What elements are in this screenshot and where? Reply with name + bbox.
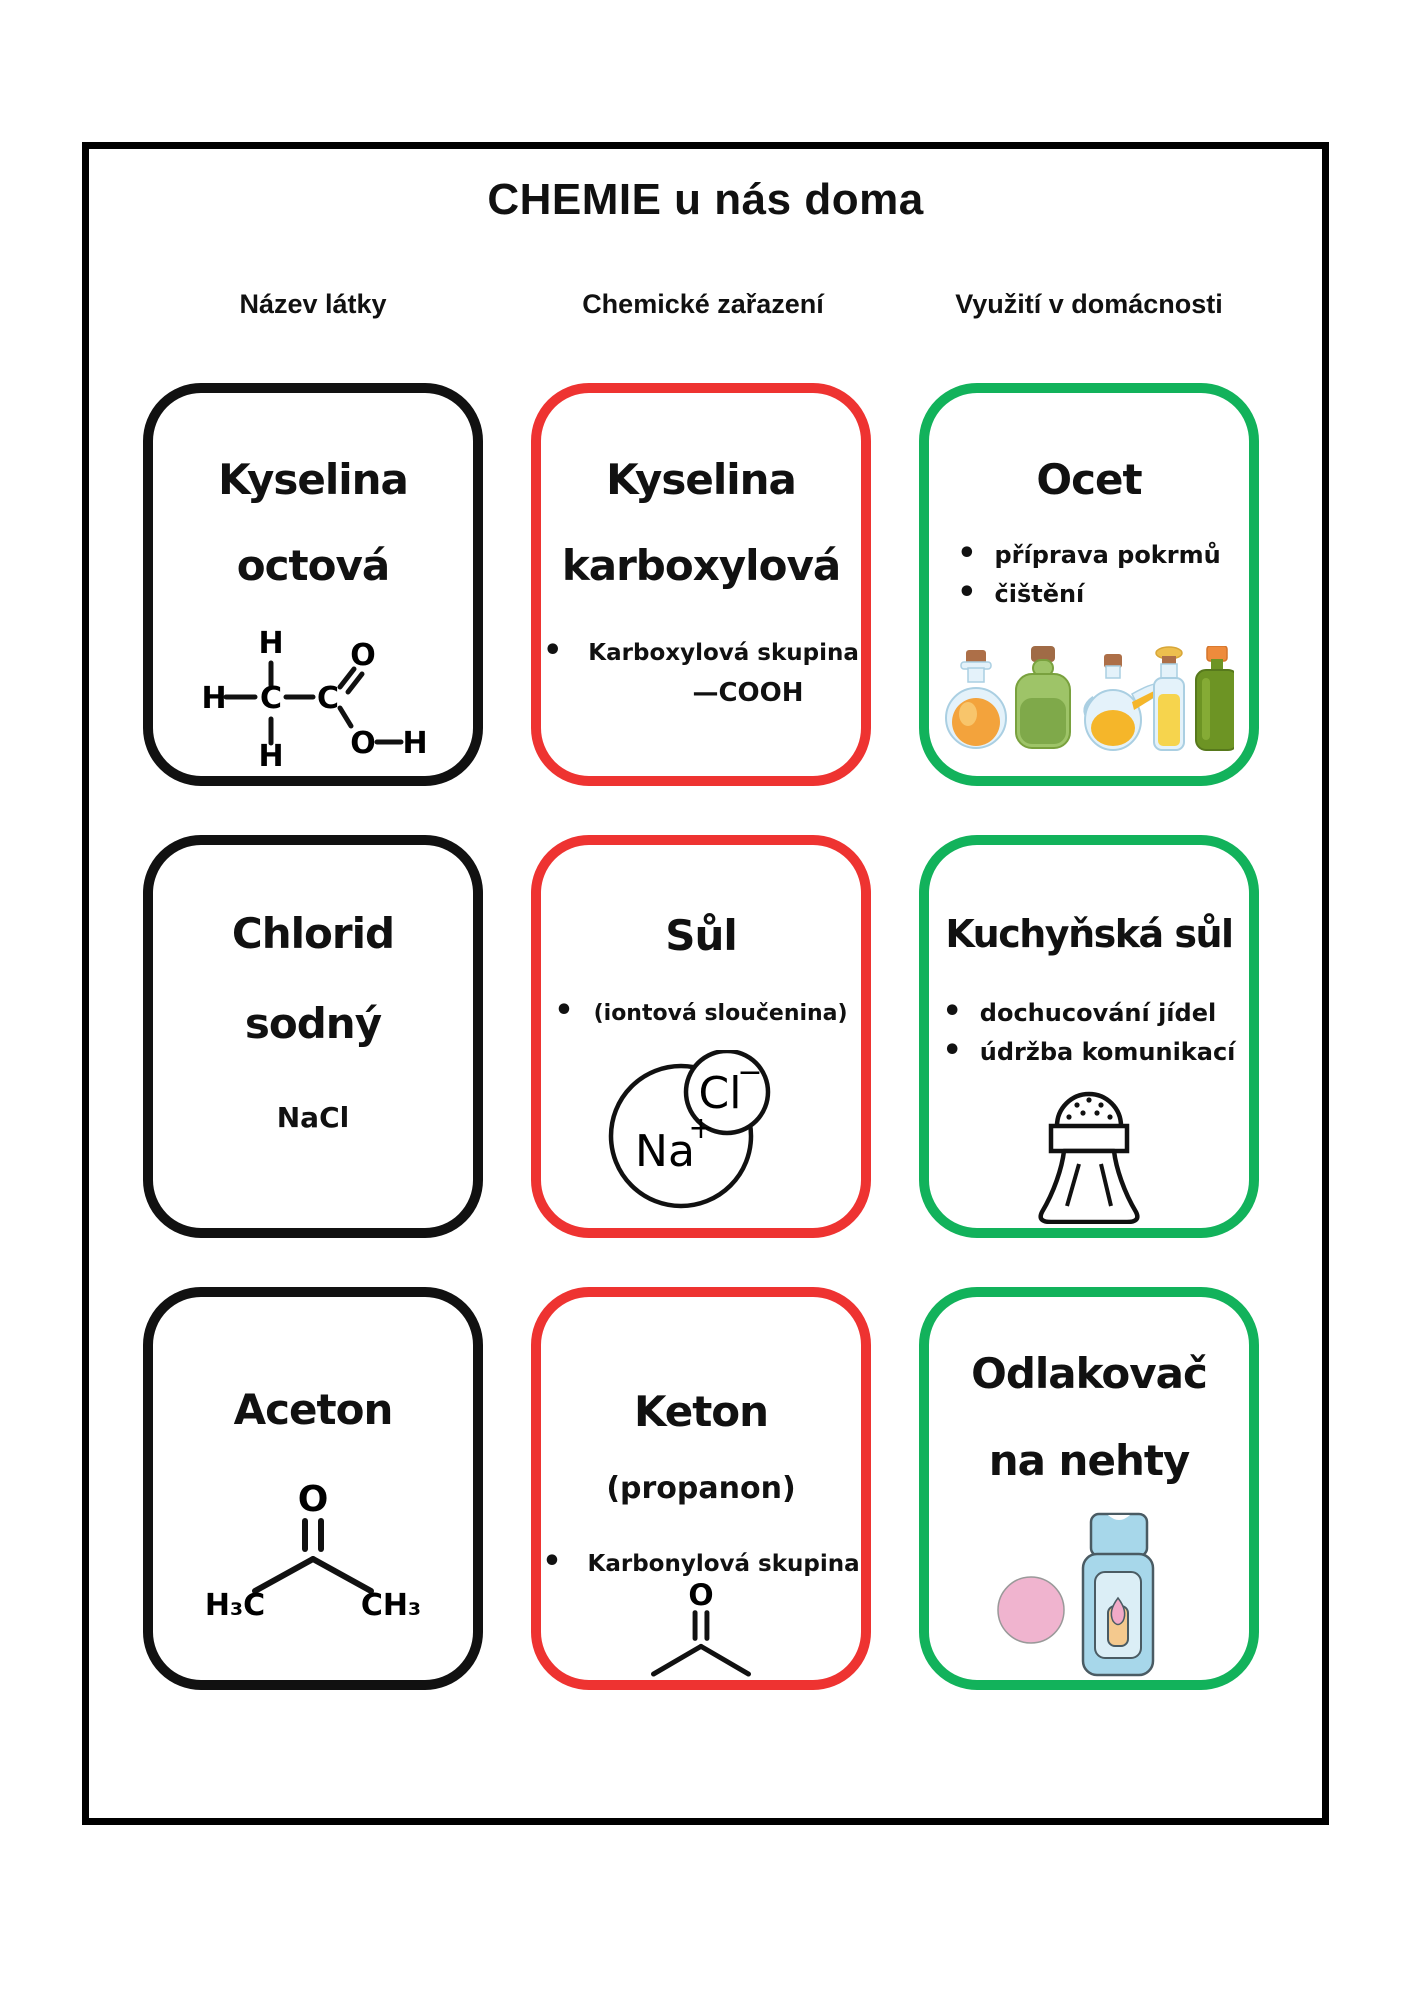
card-title: Keton bbox=[633, 1387, 769, 1436]
card-kyselina-octova bbox=[143, 383, 483, 786]
atom-o: O bbox=[688, 1581, 714, 1613]
bullet-icon: • bbox=[942, 1033, 962, 1068]
bullet-row bbox=[542, 1544, 860, 1579]
sodium-ion-charge: + bbox=[688, 1111, 714, 1146]
bullet-text: údržba komunikací bbox=[979, 1038, 1236, 1066]
bullet-text: Karboxylová skupina bbox=[588, 640, 859, 666]
cotton-pad-icon bbox=[998, 1577, 1064, 1643]
cooh-formula: —COOH bbox=[692, 678, 804, 708]
card-title bbox=[218, 455, 408, 590]
card-title: Kuchyňská sůl bbox=[945, 912, 1233, 956]
card-grid bbox=[143, 383, 1259, 1690]
card-title bbox=[561, 455, 841, 590]
card-ocet bbox=[919, 383, 1259, 786]
chloride-ion-charge: − bbox=[737, 1055, 763, 1090]
title-line: sodný bbox=[244, 999, 382, 1048]
atom-h: H bbox=[402, 726, 428, 761]
nail-polish-remover-illustration bbox=[989, 1512, 1189, 1677]
carbonyl-group-diagram bbox=[631, 1581, 771, 1680]
card-title: Aceton bbox=[233, 1385, 393, 1434]
card-kyselina-karboxylova bbox=[531, 383, 871, 786]
slim-bottle-icon bbox=[1154, 647, 1184, 750]
bullet-icon: • bbox=[957, 575, 977, 610]
atom-o: O bbox=[297, 1481, 329, 1520]
bullet-icon: • bbox=[957, 536, 977, 571]
title-line: Chlorid bbox=[231, 909, 395, 958]
column-header-nazev-latky: Název látky bbox=[239, 289, 387, 319]
bullet-icon: • bbox=[542, 1544, 562, 1579]
title-line: octová bbox=[236, 541, 390, 590]
bullet-icon: • bbox=[543, 633, 563, 668]
round-oil-bottle-icon bbox=[946, 650, 1006, 748]
atom-h: H bbox=[258, 739, 284, 772]
bullet-icon: • bbox=[942, 994, 962, 1029]
methyl-group-label: CH₃ bbox=[360, 1588, 422, 1623]
nacl-formula: NaCl bbox=[276, 1101, 350, 1134]
poster-title: CHEMIE u nás doma bbox=[487, 175, 924, 224]
bullet-text: příprava pokrmů bbox=[994, 541, 1221, 569]
remover-bottle-icon bbox=[1083, 1514, 1153, 1675]
card-sul bbox=[531, 835, 871, 1238]
atom-c: C bbox=[316, 681, 340, 716]
column-header-chemicke-zarazeni: Chemické zařazení bbox=[582, 289, 824, 319]
atom-h: H bbox=[258, 627, 284, 661]
bullet-row bbox=[543, 633, 859, 668]
card-title: Ocet bbox=[1036, 455, 1142, 504]
acetic-acid-structure-diagram bbox=[193, 627, 433, 772]
bullet-text: dochucování jídel bbox=[979, 999, 1217, 1027]
bullet-list bbox=[942, 994, 1236, 1068]
title-line: Kyselina bbox=[218, 455, 408, 504]
title-line: Odlakovač bbox=[971, 1349, 1207, 1398]
atom-h: H bbox=[201, 681, 227, 716]
bullet-text: (iontová sloučenina) bbox=[593, 1001, 848, 1026]
chloride-ion-label: Cl bbox=[698, 1068, 742, 1119]
card-odlakovac-na-nehty bbox=[919, 1287, 1259, 1690]
bullet-text: čištění bbox=[994, 580, 1085, 608]
methyl-group-label: H₃C bbox=[204, 1588, 266, 1623]
bullet-item bbox=[957, 575, 1220, 610]
bullet-item bbox=[957, 536, 1221, 571]
card-keton bbox=[531, 1287, 871, 1690]
green-bottle-icon bbox=[1016, 646, 1070, 748]
nacl-ion-diagram bbox=[601, 1050, 801, 1210]
atom-c: C bbox=[259, 681, 283, 716]
card-title bbox=[971, 1349, 1207, 1485]
bullet-item bbox=[942, 1033, 1236, 1068]
vinegar-bottles-illustration bbox=[944, 646, 1234, 758]
title-line: karboxylová bbox=[561, 541, 841, 590]
atom-o: O bbox=[350, 638, 376, 673]
card-title bbox=[231, 909, 395, 1048]
bullet-row bbox=[554, 993, 848, 1028]
card-chlorid-sodny bbox=[143, 835, 483, 1238]
title-line: Kyselina bbox=[606, 455, 796, 504]
sodium-ion-label: Na bbox=[635, 1126, 695, 1177]
poster-frame bbox=[82, 142, 1329, 1825]
card-title: Sůl bbox=[665, 911, 737, 960]
bullet-text: Karbonylová skupina bbox=[587, 1551, 860, 1577]
column-header-vyuziti-v-domacnosti: Využití v domácnosti bbox=[955, 289, 1223, 319]
acetone-structure-diagram bbox=[193, 1481, 433, 1626]
salt-shaker-icon bbox=[1027, 1074, 1151, 1224]
card-aceton bbox=[143, 1287, 483, 1690]
bullet-icon: • bbox=[554, 993, 574, 1028]
title-line: na nehty bbox=[988, 1436, 1190, 1485]
card-subtitle: (propanon) bbox=[606, 1471, 796, 1506]
bullet-list bbox=[957, 536, 1221, 610]
atom-o: O bbox=[350, 726, 376, 761]
card-kuchynska-sul bbox=[919, 835, 1259, 1238]
bullet-item bbox=[942, 994, 1236, 1029]
dark-green-bottle-icon bbox=[1196, 646, 1234, 750]
